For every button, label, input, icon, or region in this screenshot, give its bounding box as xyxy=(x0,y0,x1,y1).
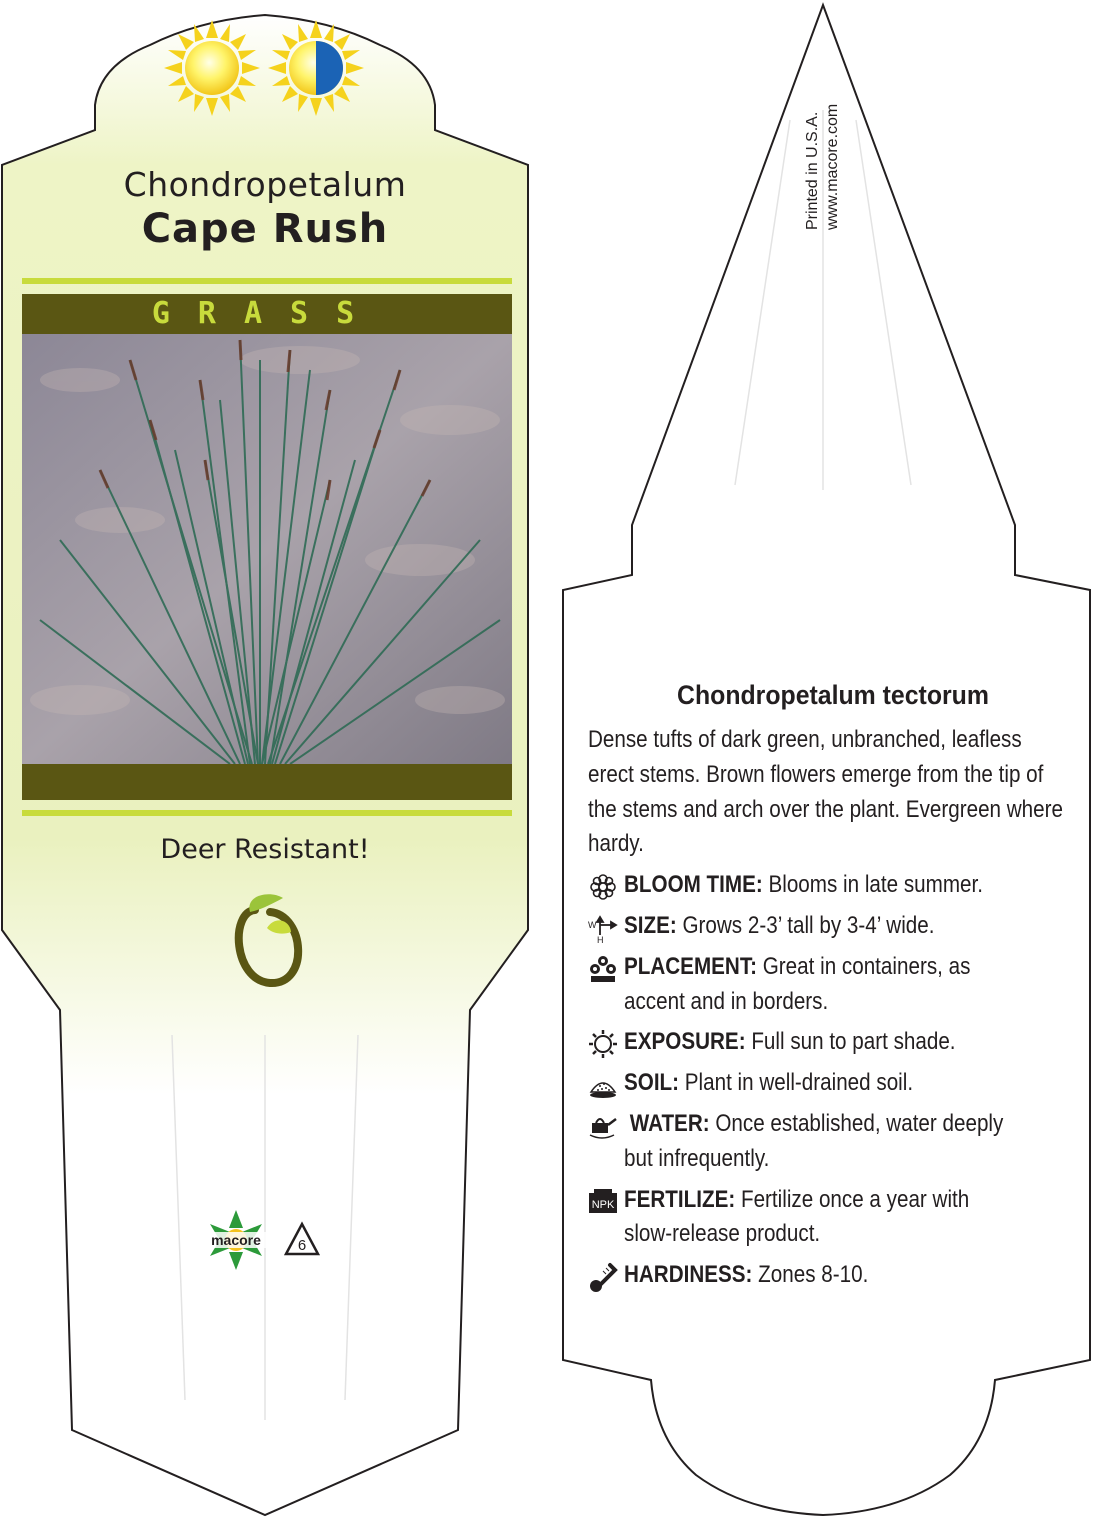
part-shade-icon xyxy=(268,20,364,116)
plant-photo xyxy=(22,334,512,764)
attr-label: EXPOSURE: xyxy=(624,1028,746,1056)
macore-logo-text: macore xyxy=(211,1232,261,1248)
attr-label: HARDINESS: xyxy=(624,1261,753,1289)
genus-name: Chondropetalum xyxy=(123,165,407,204)
attr-label: WATER: xyxy=(629,1109,710,1137)
full-sun-icon xyxy=(164,20,260,116)
attr-soil xyxy=(588,1066,1078,1101)
printed-line-1: Printed in U.S.A. xyxy=(804,111,821,230)
attr-water xyxy=(588,1107,1078,1177)
attr-size xyxy=(588,909,1078,944)
plant-description: Dense tufts of dark green, unbranched, leafless erect stems. Brown flowers emerge from the tip of the stems and arch over the plant. Evergreen where hardy. xyxy=(588,726,1063,858)
thermometer-icon xyxy=(588,1262,618,1292)
attr-value: Full sun to part shade. xyxy=(751,1028,956,1056)
attr-label: SIZE: xyxy=(624,911,677,939)
watering-can-icon xyxy=(588,1111,618,1141)
attr-fertilize xyxy=(588,1183,1078,1253)
soil-icon xyxy=(588,1070,618,1100)
printed-info xyxy=(804,60,842,230)
attr-value: Zones 8-10. xyxy=(758,1261,869,1289)
attr-exposure xyxy=(588,1025,1078,1060)
care-info xyxy=(588,680,1078,1293)
attr-value: Blooms in late summer. xyxy=(768,871,983,899)
npk-label: NPK xyxy=(591,1198,615,1211)
attr-value: Once established, water deeply but infrequently. xyxy=(624,1109,1004,1172)
size-icon-w: W xyxy=(588,919,597,930)
attr-bloom-time xyxy=(588,868,1078,903)
category-label: GRASS xyxy=(151,296,383,331)
flower-icon xyxy=(588,872,618,902)
attr-value: Plant in well-drained soil. xyxy=(684,1069,914,1097)
attr-label: BLOOM TIME: xyxy=(624,871,763,899)
botanical-name: Chondropetalum tectorum xyxy=(677,680,989,710)
fertilizer-icon xyxy=(588,1187,618,1217)
placement-icon xyxy=(588,954,618,984)
common-name: Cape Rush xyxy=(141,206,389,252)
attr-label: FERTILIZE: xyxy=(624,1185,736,1213)
website-line: www.macore.com xyxy=(824,103,841,230)
recycle-number: 6 xyxy=(297,1237,307,1254)
attr-value: Great in containers, as accent and in borders. xyxy=(624,952,971,1015)
attr-hardiness xyxy=(588,1258,1078,1293)
attr-value: Fertilize once a year with slow-release product. xyxy=(624,1185,970,1248)
size-icon-h: H xyxy=(597,934,604,943)
size-icon xyxy=(588,913,618,943)
attr-label: SOIL: xyxy=(624,1069,680,1097)
attr-value: Grows 2-3’ tall by 3-4’ wide. xyxy=(682,911,935,939)
tagline: Deer Resistant! xyxy=(160,834,370,865)
sun-icon xyxy=(588,1029,618,1059)
attr-label: PLACEMENT: xyxy=(624,952,758,980)
attr-placement xyxy=(588,950,1078,1020)
